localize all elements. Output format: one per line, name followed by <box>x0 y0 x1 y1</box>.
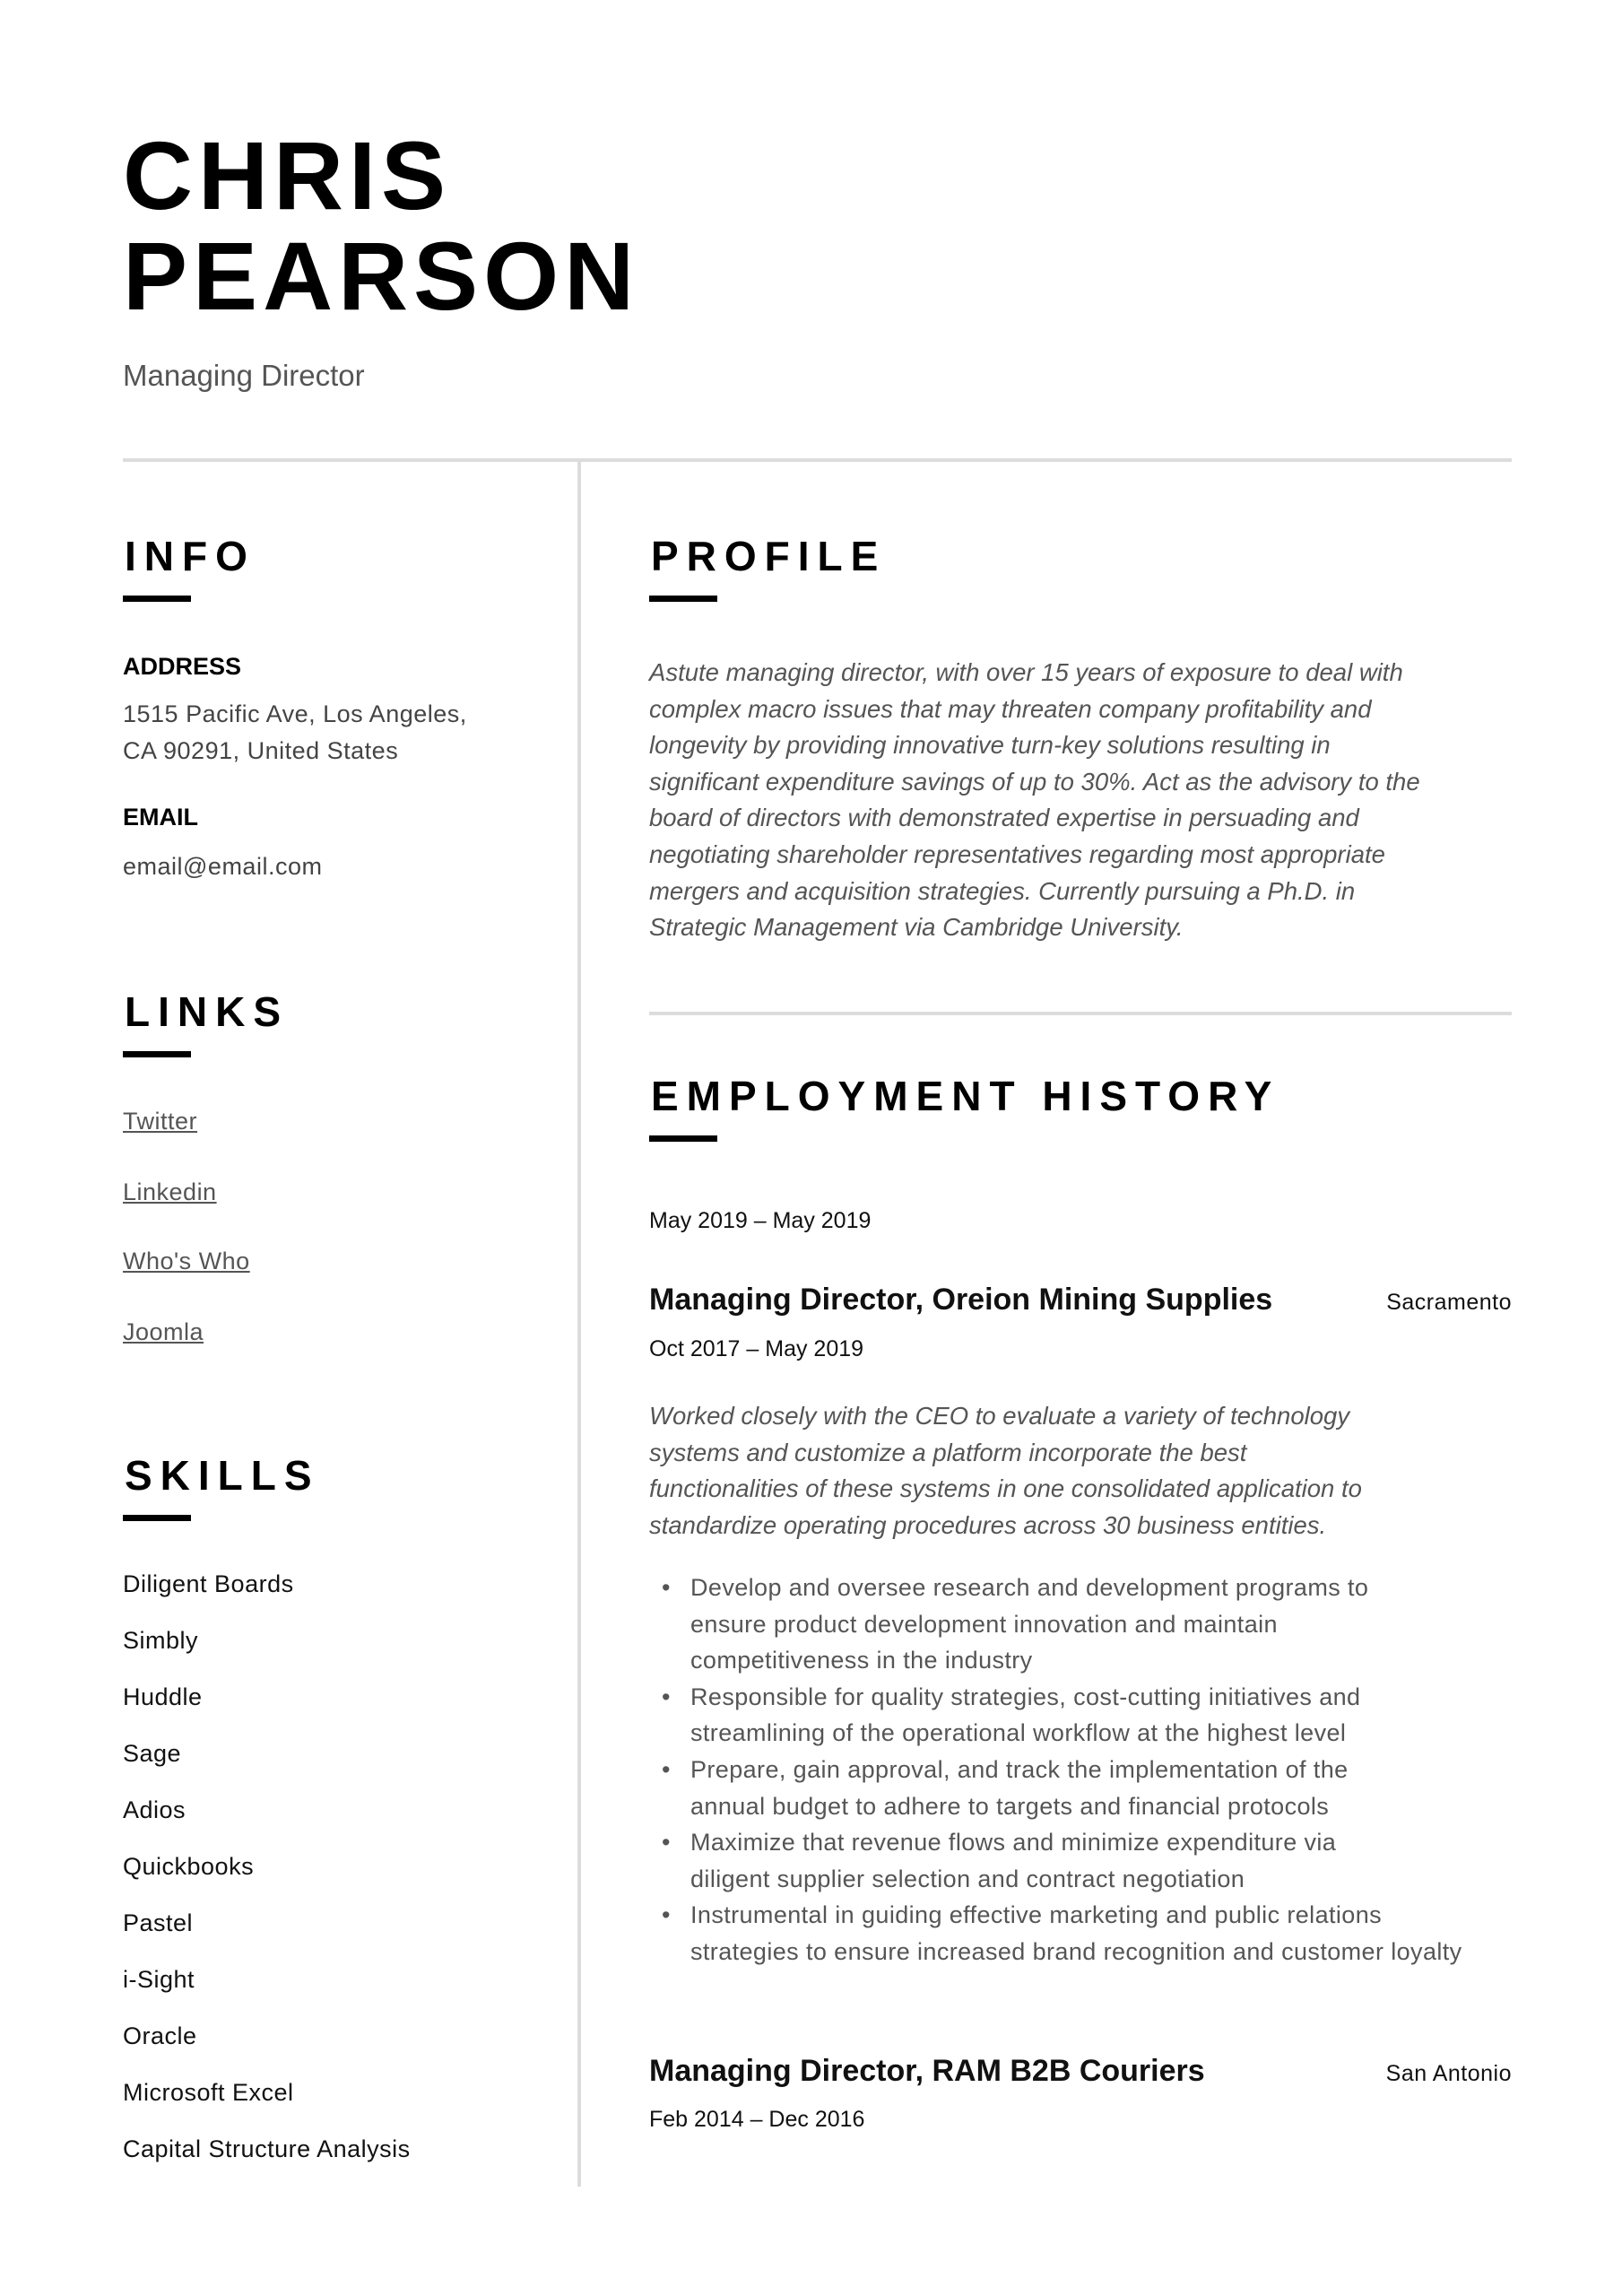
skill-item: Microsoft Excel <box>123 2079 294 2106</box>
profile-heading: PROFILE <box>651 533 887 579</box>
skill-item: Pastel <box>123 1909 194 1936</box>
description-line: systems and customize a platform incorporate the best <box>649 1438 1247 1466</box>
header-divider <box>123 458 1512 462</box>
skills-heading: SKILLS <box>125 1452 320 1499</box>
link-whos-who[interactable]: Who's Who <box>123 1248 250 1274</box>
description-line: functionalities of these systems in one consolidated application to <box>649 1474 1362 1503</box>
employment-heading: EMPLOYMENT HISTORY <box>651 1073 1280 1119</box>
skill-item: i-Sight <box>123 1966 195 1993</box>
email-label: EMAIL <box>123 804 198 831</box>
address-label: ADDRESS <box>123 653 242 680</box>
first-name: CHRIS <box>123 121 452 230</box>
description-line: Worked closely with the CEO to evaluate a variety of technology <box>649 1402 1350 1430</box>
job-title: Managing Director, RAM B2B Couriers <box>649 2054 1205 2088</box>
job-bullets <box>649 1570 1510 1970</box>
info-heading: INFO <box>125 533 256 579</box>
bullet-item: • Develop and oversee research and development programs to ensure product development innovation and maintain competitiveness in the industry <box>649 1570 1510 1679</box>
address-line: 1515 Pacific Ave, Los Angeles, <box>123 700 467 727</box>
skill-item: Oracle <box>123 2022 197 2049</box>
column-divider <box>577 460 581 2187</box>
job-title: Managing Director, Oreion Mining Supplies <box>649 1283 1273 1317</box>
skill-item: Capital Structure Analysis <box>123 2135 411 2162</box>
bullet-item: • Instrumental in guiding effective marketing and public relations strategies to ensure increased brand recognition and customer loyalty <box>649 1897 1510 1970</box>
heading-bar <box>649 596 717 602</box>
profile-line: longevity by providing innovative turn-key solutions resulting in <box>649 731 1331 760</box>
bullet-item: • Prepare, gain approval, and track the implementation of the annual budget to adhere to targets and financial protocols <box>649 1752 1510 1824</box>
job-title: Managing Director <box>123 359 365 392</box>
email-value: email@email.com <box>123 853 323 880</box>
address-line: CA 90291, United States <box>123 737 399 764</box>
job-dates: Feb 2014 – Dec 2016 <box>649 2107 865 2132</box>
job-header <box>649 2054 1512 2089</box>
profile-line: Strategic Management via Cambridge University. <box>649 913 1184 942</box>
skill-item: Huddle <box>123 1683 203 1710</box>
bullet-item: • Responsible for quality strategies, cost-cutting initiatives and streamlining of the operational workflow at the highest level <box>649 1679 1510 1752</box>
heading-bar <box>123 1051 191 1057</box>
job-location: Sacramento <box>1386 1290 1512 1315</box>
profile-line: Astute managing director, with over 15 years of exposure to deal with <box>649 658 1403 686</box>
bullet-item: • Maximize that revenue flows and minimize expenditure via diligent supplier selection and contract negotiation <box>649 1824 1510 1897</box>
link-linkedin[interactable]: Linkedin <box>123 1178 217 1205</box>
link-joomla[interactable]: Joomla <box>123 1318 204 1345</box>
job-header <box>649 1283 1512 1318</box>
skill-item: Simbly <box>123 1627 199 1654</box>
job-location: San Antonio <box>1385 2061 1512 2086</box>
link-twitter[interactable]: Twitter <box>123 1108 198 1135</box>
heading-bar <box>123 596 191 602</box>
skills-list <box>123 1570 411 2192</box>
skill-item: Adios <box>123 1796 186 1823</box>
employment-date: May 2019 – May 2019 <box>649 1208 872 1233</box>
job-dates: Oct 2017 – May 2019 <box>649 1336 864 1361</box>
heading-bar <box>123 1515 191 1521</box>
description-line: standardize operating procedures across 30 business entities. <box>649 1510 1327 1539</box>
links-heading: LINKS <box>125 988 289 1035</box>
section-divider <box>649 1012 1512 1015</box>
profile-line: mergers and acquisition strategies. Currently pursuing a Ph.D. in <box>649 876 1356 905</box>
heading-bar <box>649 1135 717 1142</box>
skill-item: Sage <box>123 1740 182 1767</box>
last-name: PEARSON <box>123 222 640 330</box>
profile-line: board of directors with demonstrated expertise in persuading and <box>649 804 1359 832</box>
job-description <box>649 1398 1519 1544</box>
profile-line: negotiating shareholder representatives regarding most appropriate <box>649 839 1385 868</box>
profile-line: complex macro issues that may threaten company profitability and <box>649 694 1372 723</box>
skill-item: Diligent Boards <box>123 1570 294 1597</box>
skill-item: Quickbooks <box>123 1853 255 1880</box>
profile-text <box>649 655 1519 946</box>
profile-line: significant expenditure savings of up to 30%. Act as the advisory to the <box>649 767 1420 796</box>
